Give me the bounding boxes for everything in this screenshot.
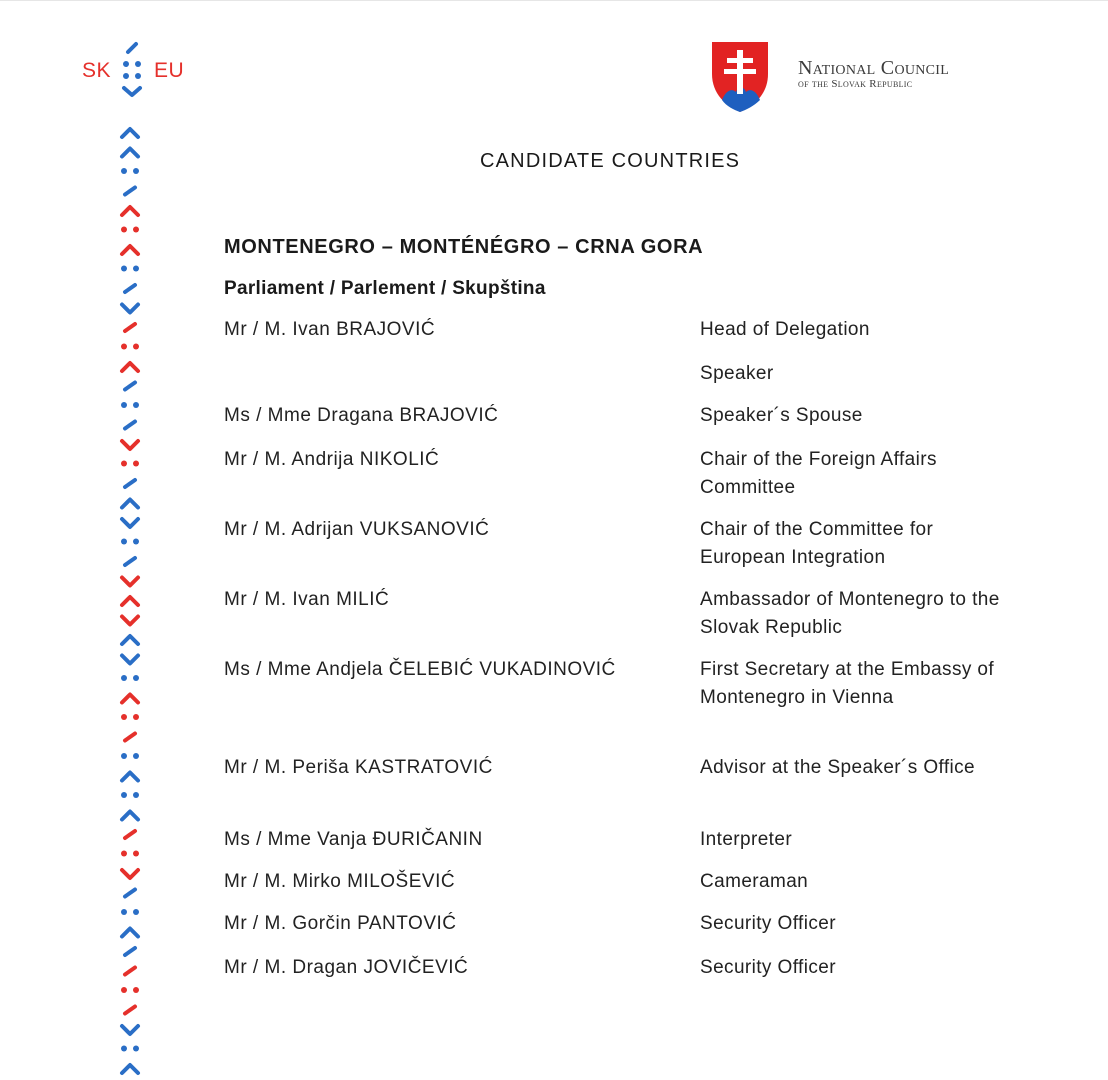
up-chevron-mark	[122, 363, 138, 371]
member-name: Mr / M. Periša KASTRATOVIĆ	[224, 757, 493, 778]
dot-pair-mark	[121, 909, 139, 915]
member-role: Ambassador of Montenegro to the Slovak Republic	[700, 589, 1000, 638]
pattern-dot	[133, 987, 139, 993]
member-role: Interpreter	[700, 829, 793, 850]
document-title: CANDIDATE COUNTRIES	[480, 150, 741, 172]
national-council-header	[798, 58, 949, 91]
down-chevron-mark	[122, 519, 138, 527]
up-chevron-mark	[122, 695, 138, 703]
up-chevron-mark	[122, 1065, 138, 1073]
member-name: Mr / M. Gorčin PANTOVIĆ	[224, 913, 457, 934]
dot-pair-mark	[121, 266, 139, 272]
slash-mark	[125, 558, 135, 565]
logo-sk-text: SK	[82, 59, 112, 82]
decorative-pattern-strip	[116, 124, 146, 1080]
dot-pair-mark	[121, 168, 139, 174]
dot-pair-mark	[121, 714, 139, 720]
pattern-dot	[133, 792, 139, 798]
slash-mark	[125, 890, 135, 897]
slash-mark	[125, 968, 135, 975]
pattern-dot	[121, 168, 127, 174]
slash-mark	[125, 1007, 135, 1014]
member-role: Head of Delegation	[700, 319, 870, 340]
pattern-dot	[133, 909, 139, 915]
pattern-dot	[121, 461, 127, 467]
dot-pair-mark	[121, 539, 139, 545]
pattern-dot	[121, 227, 127, 233]
pattern-dot	[133, 227, 139, 233]
dot-pair-mark	[121, 461, 139, 467]
up-chevron-mark	[122, 149, 138, 157]
slash-mark	[125, 422, 135, 429]
up-chevron-mark	[122, 773, 138, 781]
member-role: First Secretary at the Embassy of Montenegro in Vienna	[700, 659, 995, 708]
member-name: Mr / M. Ivan MILIĆ	[224, 589, 390, 610]
country-heading: MONTENEGRO – MONTÉNÉGRO – CRNA GORA	[224, 236, 704, 258]
council-subtitle: of the Slovak Republic	[798, 78, 913, 90]
member-role: Security Officer	[700, 913, 836, 934]
down-chevron-mark	[122, 870, 138, 878]
dot-pair-mark	[121, 344, 139, 350]
skeu-logo	[82, 40, 192, 102]
pattern-dot	[121, 1046, 127, 1052]
down-chevron-mark	[122, 617, 138, 625]
council-title: National Council	[798, 57, 950, 79]
dot-pair-mark	[121, 227, 139, 233]
pattern-dot	[121, 402, 127, 408]
slash-mark	[125, 383, 135, 390]
pattern-dot	[121, 753, 127, 759]
dot-pair-mark	[121, 792, 139, 798]
pattern-dot	[133, 266, 139, 272]
up-chevron-mark	[122, 207, 138, 215]
down-chevron-mark	[122, 441, 138, 449]
slovak-coat-of-arms-icon	[710, 40, 770, 114]
up-chevron-mark	[122, 246, 138, 254]
dot-pair-mark	[121, 675, 139, 681]
up-chevron-mark	[122, 129, 138, 137]
member-role: Speaker	[700, 363, 774, 384]
pattern-dot	[121, 909, 127, 915]
pattern-dot	[133, 461, 139, 467]
member-role: Speaker´s Spouse	[700, 405, 863, 426]
up-chevron-mark	[122, 636, 138, 644]
up-chevron-mark	[122, 929, 138, 937]
pattern-dot	[133, 344, 139, 350]
pattern-dot	[133, 753, 139, 759]
pattern-dot	[133, 675, 139, 681]
pattern-dot	[121, 539, 127, 545]
pattern-dot	[121, 266, 127, 272]
dot-pair-mark	[121, 753, 139, 759]
member-name: Ms / Mme Andjela ČELEBIĆ VUKADINOVIĆ	[224, 659, 616, 680]
member-name: Mr / M. Mirko MILOŠEVIĆ	[224, 871, 456, 892]
slash-mark	[125, 285, 135, 292]
institution-heading: Parliament / Parlement / Skupština	[224, 278, 546, 299]
member-name: Ms / Mme Dragana BRAJOVIĆ	[224, 405, 499, 426]
pattern-dot	[133, 402, 139, 408]
member-name: Mr / M. Adrijan VUKSANOVIĆ	[224, 519, 490, 540]
slash-mark	[125, 734, 135, 741]
slash-mark	[125, 188, 135, 195]
pattern-dot	[121, 792, 127, 798]
pattern-dot	[121, 675, 127, 681]
pattern-dot	[133, 539, 139, 545]
slash-mark	[125, 324, 135, 331]
pattern-dot	[121, 344, 127, 350]
slash-mark	[125, 948, 135, 955]
dot-pair-mark	[121, 402, 139, 408]
dot-pair-mark	[121, 851, 139, 857]
pattern-dot	[133, 1046, 139, 1052]
slash-mark	[125, 831, 135, 838]
pattern-dot	[133, 714, 139, 720]
down-chevron-mark	[122, 578, 138, 586]
slash-mark	[125, 480, 135, 487]
member-role: Cameraman	[700, 871, 809, 892]
member-role: Chair of the Committee for European Integration	[700, 519, 934, 568]
member-name: Ms / Mme Vanja ĐURIČANIN	[224, 829, 483, 850]
member-name: Mr / M. Ivan BRAJOVIĆ	[224, 319, 436, 340]
up-chevron-mark	[122, 500, 138, 508]
pattern-dot	[121, 987, 127, 993]
member-name: Mr / M. Andrija NIKOLIĆ	[224, 449, 440, 470]
member-role: Advisor at the Speaker´s Office	[700, 757, 976, 778]
logo-dots-icon	[118, 40, 148, 102]
member-role: Chair of the Foreign Affairs Committee	[700, 449, 937, 498]
up-chevron-mark	[122, 597, 138, 605]
pattern-dot	[121, 851, 127, 857]
dot-pair-mark	[121, 1046, 139, 1052]
member-role: Security Officer	[700, 957, 836, 978]
pattern-dot	[133, 851, 139, 857]
pattern-dot	[121, 714, 127, 720]
up-chevron-mark	[122, 812, 138, 820]
down-chevron-mark	[122, 1026, 138, 1034]
down-chevron-mark	[122, 656, 138, 664]
top-rule	[0, 0, 1108, 1]
down-chevron-mark	[122, 305, 138, 313]
pattern-dot	[133, 168, 139, 174]
logo-eu-text: EU	[154, 59, 185, 82]
dot-pair-mark	[121, 987, 139, 993]
member-name: Mr / M. Dragan JOVIČEVIĆ	[224, 957, 469, 978]
